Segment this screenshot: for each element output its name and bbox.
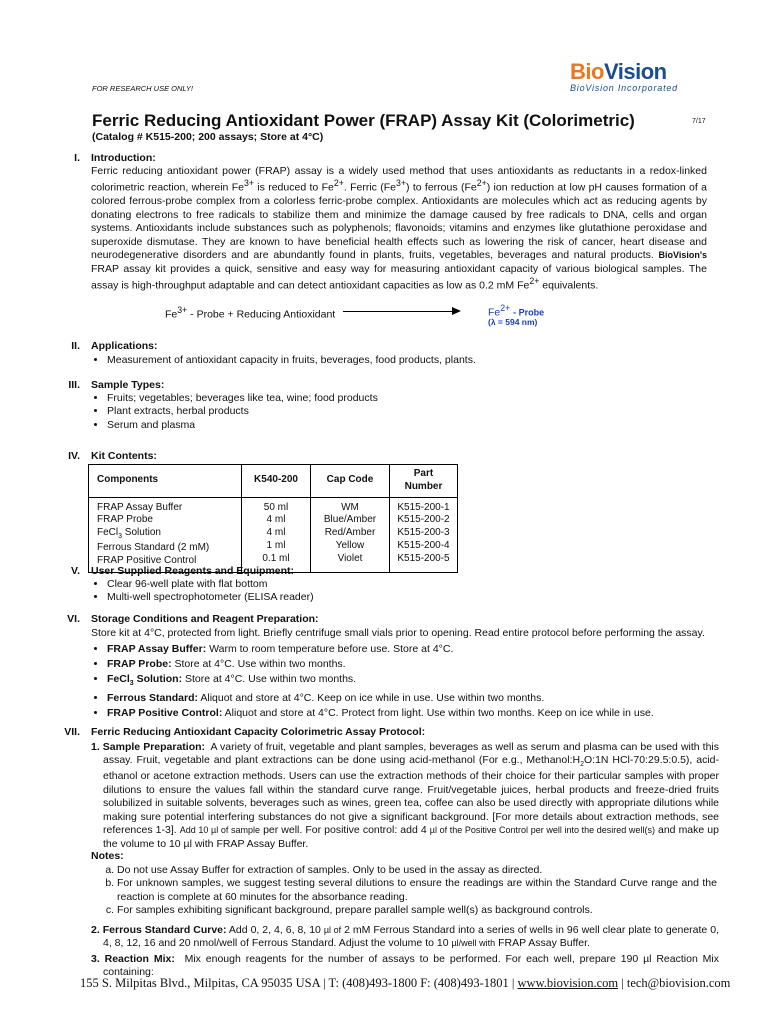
volume-column: [242, 497, 311, 572]
logo-subtitle: BioVision Incorporated: [570, 83, 678, 94]
item-label: FRAP Positive Control:: [107, 707, 223, 720]
list-item: [107, 691, 654, 706]
cap-code-column: [311, 497, 390, 572]
document-date: 7/17: [692, 118, 706, 125]
table-header: K540-200: [242, 465, 311, 498]
section-title-storage: Storage Conditions and Reagent Preparation:: [91, 613, 319, 625]
list-item: c. For samples exhibiting significant background, prepare parallel sample well(s) as background controls.: [117, 904, 717, 917]
table-cell: Yellow: [335, 539, 365, 551]
section-title-introduction: Introduction:: [91, 152, 156, 164]
section-number: V.: [71, 565, 80, 577]
section-number: IV.: [68, 450, 80, 462]
section-number: VI.: [67, 613, 80, 625]
item-label: FRAP Probe:: [107, 658, 172, 670]
footer-address: 155 S. Milpitas Blvd., Milpitas, CA 95035 USA | T: (408)493-1800 F: (408)493-1801 |: [80, 976, 518, 990]
table-cell: K515-200-5: [397, 552, 450, 564]
list-item: • Measurement of antioxidant capacity in fruits, beverages, food products, plants.: [107, 354, 476, 367]
list-item: • Plant extracts, herbal products: [107, 405, 378, 418]
item-label: FRAP Assay Buffer:: [107, 643, 207, 655]
section-title-kit-contents: Kit Contents:: [91, 450, 157, 462]
list-item: • Clear 96-well plate with flat bottom: [107, 578, 314, 591]
section-number: II.: [71, 340, 80, 352]
list-item: a. Do not use Assay Buffer for extraction of samples. Only to be used in the assay as directed.: [117, 864, 717, 877]
protocol-step-sample-preparation: 1. Sample Preparation: A variety of fruit, vegetable and plant samples, beverages as well as serum and plasma can be used with this assay. Fruit, vegetable and plant extractions can be done using acid-methanol (For e.g., $Methanol:H_2O:1N$ HCl-70:29.5:0.5), acid-ethanol or acetone extraction methods. Users can use the extraction methods of their choice for their particular samples with proper dilutions to ensure the values fall within the standard curve range. Fruit/vegetable juices, herbal products and freeze-dried fruits solubilized in suitable solvents, beverages such as wines, green tea, coffee can also be used directly with appropriate dilutions while making sure potential interfering substances do not give a significant background. [For more details about extraction methods, see references 1-3]. Add 10 µl of sample per well. For positive control: add 4 µl of the Positive Control per well into the desired well(s) and make up the volume to 10 µl with FRAP Assay Buffer.: [91, 741, 719, 850]
list-item: • Fruits; vegetables; beverages like tea, wine; food products: [107, 392, 378, 405]
table-cell: 4 ml: [266, 527, 286, 539]
list-item: [107, 672, 654, 691]
item-text: Aliquot and store at 4°C. Keep on ice while in use. Use within two months.: [198, 692, 545, 705]
logo-bio-text: Bio: [570, 59, 604, 84]
section-title-applications: Applications:: [91, 340, 158, 352]
kit-contents-table: [88, 464, 458, 573]
introduction-paragraph: Ferric reducing antioxidant power (FRAP) assay is a widely used method that uses antioxidants as reductants in a redox-linked colorimetric reaction, wherein $Fe^{3+}$ is reduced to $Fe^{2+}$. Ferric $(Fe^{3+})$ to ferrous $(Fe^{2+})$ ion reduction at low pH causes formation of a colored ferrous-probe complex from a colorless ferric-probe complex. Antioxidants are molecules which act as reducing agents by donating electrons to free radicals to stabilize them and minimize the damage caused by free radicals to DNA, cells and organ systems. Antioxidants include substances such as polyphenols; flavonoids; vitamins and enzymes like glutathione peroxidase and superoxide dismutase. They are known to have beneficial health effects such as lowering the risk of cancer, heart disease and neurodegenerative disorders and are abundantly found in plants, fruits, vegetables, beverages and natural products. BioVision's FRAP assay kit provides a quick, sensitive and easy way for measuring antioxidant capacity of various biological samples. The assay is high-throughput adaptable and can detect antioxidant capacities as low as 0.2 mM $Fe^{2+}$ equivalents.: [91, 165, 707, 292]
components-column: [89, 497, 242, 572]
table-cell: Blue/Amber: [323, 514, 377, 526]
table-cell: FeCl$_3$ Solution: [97, 527, 161, 541]
section-number: I.: [74, 152, 80, 164]
part-number-column: [390, 497, 458, 572]
item-text: Aliquot and store at 4°C. Protect from light. Use within two months. Keep on ice while in use.: [222, 707, 654, 720]
reaction-wavelength: (λ = 594 nm): [488, 317, 538, 327]
notes-title: Notes:: [91, 850, 124, 862]
applications-list: [91, 354, 476, 367]
list-item: [107, 706, 654, 721]
storage-intro: Store kit at 4°C, protected from light. Briefly centrifuge small vials prior to opening. Read entire protocol before performing the assay.: [91, 627, 705, 639]
research-use-notice: FOR RESEARCH USE ONLY!: [92, 84, 193, 93]
section-number: VII.: [64, 726, 80, 738]
table-body-row: [89, 497, 458, 572]
table-cell: Red/Amber: [324, 527, 376, 539]
table-cell: 4 ml: [266, 514, 286, 526]
reaction-arrow-head: [452, 307, 461, 315]
item-text: Store at 4°C. Use within two months.: [171, 658, 346, 670]
table-cell: K515-200-1: [397, 501, 450, 513]
notes-list: [103, 864, 717, 918]
storage-list: [91, 642, 654, 721]
table-cell: K515-200-4: [397, 539, 450, 551]
document-title: Ferric Reducing Antioxidant Power (FRAP) Assay Kit (Colorimetric): [92, 111, 635, 130]
sample-types-list: [91, 392, 378, 432]
list-item: • Multi-well spectrophotometer (ELISA reader): [107, 591, 314, 604]
table-cell: WM: [341, 501, 359, 513]
footer-contact: [80, 975, 730, 991]
logo-vision-text: Vision: [603, 59, 667, 84]
item-text: Store at 4°C. Use within two months.: [182, 673, 357, 685]
table-cell: 50 ml: [263, 501, 289, 513]
protocol-step-ferrous-standard: 2. Ferrous Standard Curve: Add 0, 2, 4, 6, 8, 10 µl of 2 mM Ferrous Standard into a series of wells in 96 well clear plate to generate 0, 4, 8, 12, 16 and 20 nmol/well of Ferrous Standard. Adjust the volume to 10 µl/well with FRAP Assay Buffer.: [91, 924, 720, 950]
section-title-protocol: Ferric Reducing Antioxidant Capacity Colorimetric Assay Protocol:: [91, 726, 426, 738]
footer-email: | tech@biovision.com: [618, 976, 731, 990]
table-cell: K515-200-2: [397, 514, 450, 526]
table-header: Cap Code: [311, 465, 390, 498]
item-text: Warm to room temperature before use. Store at 4°C.: [206, 643, 454, 655]
reaction-arrow: [343, 311, 455, 312]
table-cell: Violet: [337, 552, 363, 564]
table-header: Part Number: [390, 465, 458, 498]
section-title-user-supplied: User Supplied Reagents and Equipment:: [91, 565, 295, 577]
catalog-info: (Catalog # K515-200; 200 assays; Store at 4°C): [92, 131, 324, 143]
table-cell: 1 ml: [266, 539, 286, 551]
list-item: b. For unknown samples, we suggest testing several dilutions to ensure the readings are within the Standard Curve range and the reaction is complete at 60 minutes for the absorbance reading.: [117, 877, 717, 904]
list-item: • Serum and plasma: [107, 419, 378, 432]
reaction-product: $Fe^{2+}$ - Probe: [488, 303, 545, 319]
table-cell: Ferrous Standard (2 mM): [97, 542, 210, 554]
section-number: III.: [68, 379, 80, 391]
table-cell: FRAP Probe: [97, 514, 153, 526]
reaction-reactants: $Fe^{3+}$ - Probe + Reducing Antioxidant: [165, 305, 336, 321]
list-item: [107, 657, 654, 672]
list-item: [107, 642, 654, 657]
website-link[interactable]: www.biovision.com: [517, 976, 619, 990]
table-cell: K515-200-3: [397, 527, 450, 539]
item-label: FeCl$_3$ Solution:: [107, 673, 183, 688]
user-supplied-list: [91, 578, 314, 605]
table-cell: FRAP Assay Buffer: [97, 501, 183, 513]
biovision-logo: [570, 58, 710, 94]
item-label: Ferrous Standard:: [107, 692, 199, 705]
table-cell: 0.1 ml: [262, 552, 290, 564]
section-title-sample-types: Sample Types:: [91, 379, 165, 391]
table-header: Components: [89, 465, 242, 498]
table-cell: FRAP Positive Control: [97, 554, 197, 566]
protocol-step-reaction-mix: 3. Reaction Mix: Mix enough reagents for the number of assays to be performed. For each well, prepare 190 µl Reaction Mix containing:: [91, 953, 719, 979]
